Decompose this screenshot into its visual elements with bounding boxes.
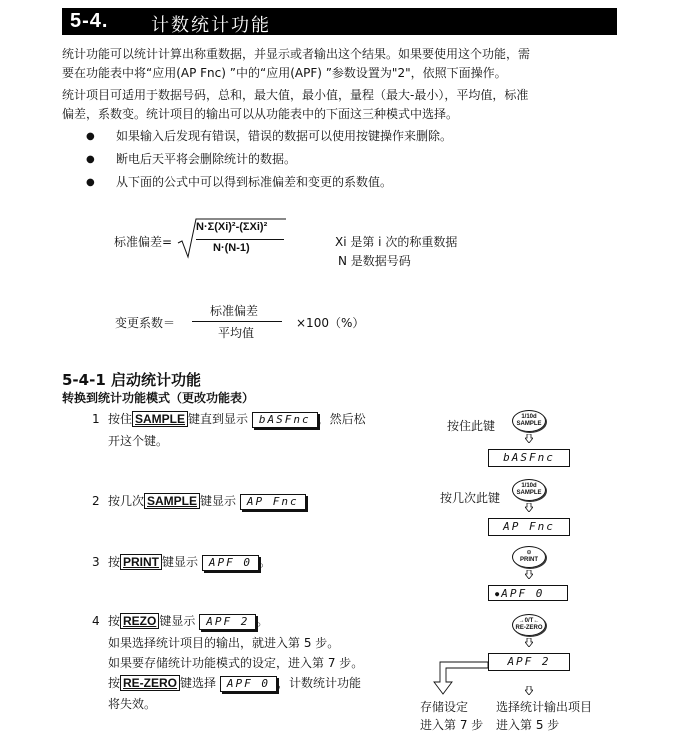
fraction-bar — [196, 239, 284, 240]
intro-line-3: 统计项目可适用于数据号码，总和，最大值，最小值，量程（最大-最小），平均值，标准 — [62, 88, 529, 102]
step-1-line-2: 开这个键。 — [108, 434, 169, 448]
bullet-icon: ● — [86, 177, 95, 188]
step-number: 1 — [92, 412, 100, 426]
section-number: 5-4. — [70, 10, 109, 32]
lcd-display: AP Fnc — [488, 518, 570, 536]
step-1-line-1: 按住 SAMPLE 键直到显示 bASFnc ，然后松 — [108, 412, 366, 426]
step-4-line-1: 按 REZO 键显示 APF 2 。 — [108, 614, 269, 628]
re-zero-key: RE-ZERO — [120, 675, 180, 691]
step-4-line-3: 如果要存储统计功能模式的设定，进入第 7 步。 — [108, 656, 364, 670]
section-title: 计数统计功能 — [151, 15, 271, 36]
bullet-icon: ● — [86, 154, 95, 165]
step-4-line-5: 将失效。 — [108, 697, 157, 711]
lcd-display: ●APF 0 — [488, 585, 568, 601]
display-readout: APF 0 — [220, 676, 277, 692]
select-output-label: 选择统计输出项目 — [496, 700, 593, 714]
step-number: 3 — [92, 555, 100, 569]
sd-note-2: N 是数据号码 — [338, 254, 411, 268]
sd-numerator: N·Σ(Xi)²-(ΣXi)² — [196, 221, 268, 233]
re-zero-button-icon: →0/T← RE-ZERO — [512, 614, 546, 636]
step-4-line-2: 如果选择统计项目的输出，就进入第 5 步。 — [108, 636, 340, 650]
arrow-down-icon — [525, 570, 533, 579]
lcd-display: APF 2 — [488, 653, 570, 671]
section-header — [62, 8, 617, 35]
bullet-icon: ● — [86, 131, 95, 142]
print-button-icon: ⊙ PRINT — [512, 546, 546, 568]
intro-line-1: 统计功能可以统计计算出称重数据，并显示或者输出这个结果。如果要使用这个功能，需 — [62, 47, 531, 61]
step-3-line-1: 按 PRINT 键显示 APF 0 。 — [108, 555, 271, 569]
go-step-7-label: 进入第 7 步 — [420, 718, 484, 732]
arrow-down-icon — [525, 686, 533, 695]
sample-button-icon: 1/10d SAMPLE — [512, 410, 546, 432]
fraction-bar — [192, 321, 282, 322]
subsection-subtitle: 转换到统计功能模式（更改功能表） — [62, 391, 255, 405]
arrow-down-icon — [525, 434, 533, 443]
lcd-display: bASFnc — [488, 449, 570, 467]
hold-key-label: 按住此键 — [447, 419, 496, 433]
branch-arrow-icon — [428, 660, 492, 696]
cv-numerator: 标准偏差 — [210, 304, 259, 318]
dot-indicator-icon: ● — [495, 590, 502, 598]
step-number: 2 — [92, 494, 100, 508]
intro-line-2: 要在功能表中将“应用(AP Fnc) ”中的“应用(APF) ”参数设置为"2"，依照下面操作。 — [62, 66, 507, 80]
arrow-down-icon — [525, 638, 533, 647]
cv-denominator: 平均值 — [218, 326, 255, 340]
sample-key: SAMPLE — [132, 411, 188, 427]
subsection-title: 5-4-1 启动统计功能 — [62, 371, 201, 389]
print-key: PRINT — [120, 554, 162, 570]
arrow-down-icon — [525, 503, 533, 512]
cv-formula-label: 变更系数＝ — [115, 316, 176, 330]
intro-line-4: 偏差，系数变。统计项目的输出可以从功能表中的下面这三种模式中选择。 — [62, 107, 459, 121]
display-readout: APF 0 — [202, 555, 259, 571]
sd-note-1: Xi 是第 i 次的称重数据 — [335, 235, 458, 249]
display-readout: bASFnc — [252, 412, 318, 428]
cv-suffix: ×100（%） — [296, 316, 365, 330]
sample-button-icon: 1/10d SAMPLE — [512, 479, 546, 501]
step-number: 4 — [92, 614, 100, 628]
store-setting-label: 存储设定 — [420, 700, 469, 714]
sample-key: SAMPLE — [144, 493, 200, 509]
rezo-key: REZO — [120, 613, 159, 629]
step-2-line-1: 按几次 SAMPLE 键显示 AP Fnc — [108, 492, 306, 511]
press-key-label: 按几次此键 — [440, 491, 501, 505]
display-readout: AP Fnc — [240, 494, 306, 510]
step-4-line-4: 按 RE-ZERO 键选择 APF 0 ，计数统计功能 — [108, 676, 361, 690]
go-step-5-label: 进入第 5 步 — [496, 718, 560, 732]
sd-formula-label: 标准偏差= — [114, 235, 173, 249]
sd-denominator: N·(N-1) — [213, 242, 250, 254]
display-readout: APF 2 — [199, 614, 256, 630]
